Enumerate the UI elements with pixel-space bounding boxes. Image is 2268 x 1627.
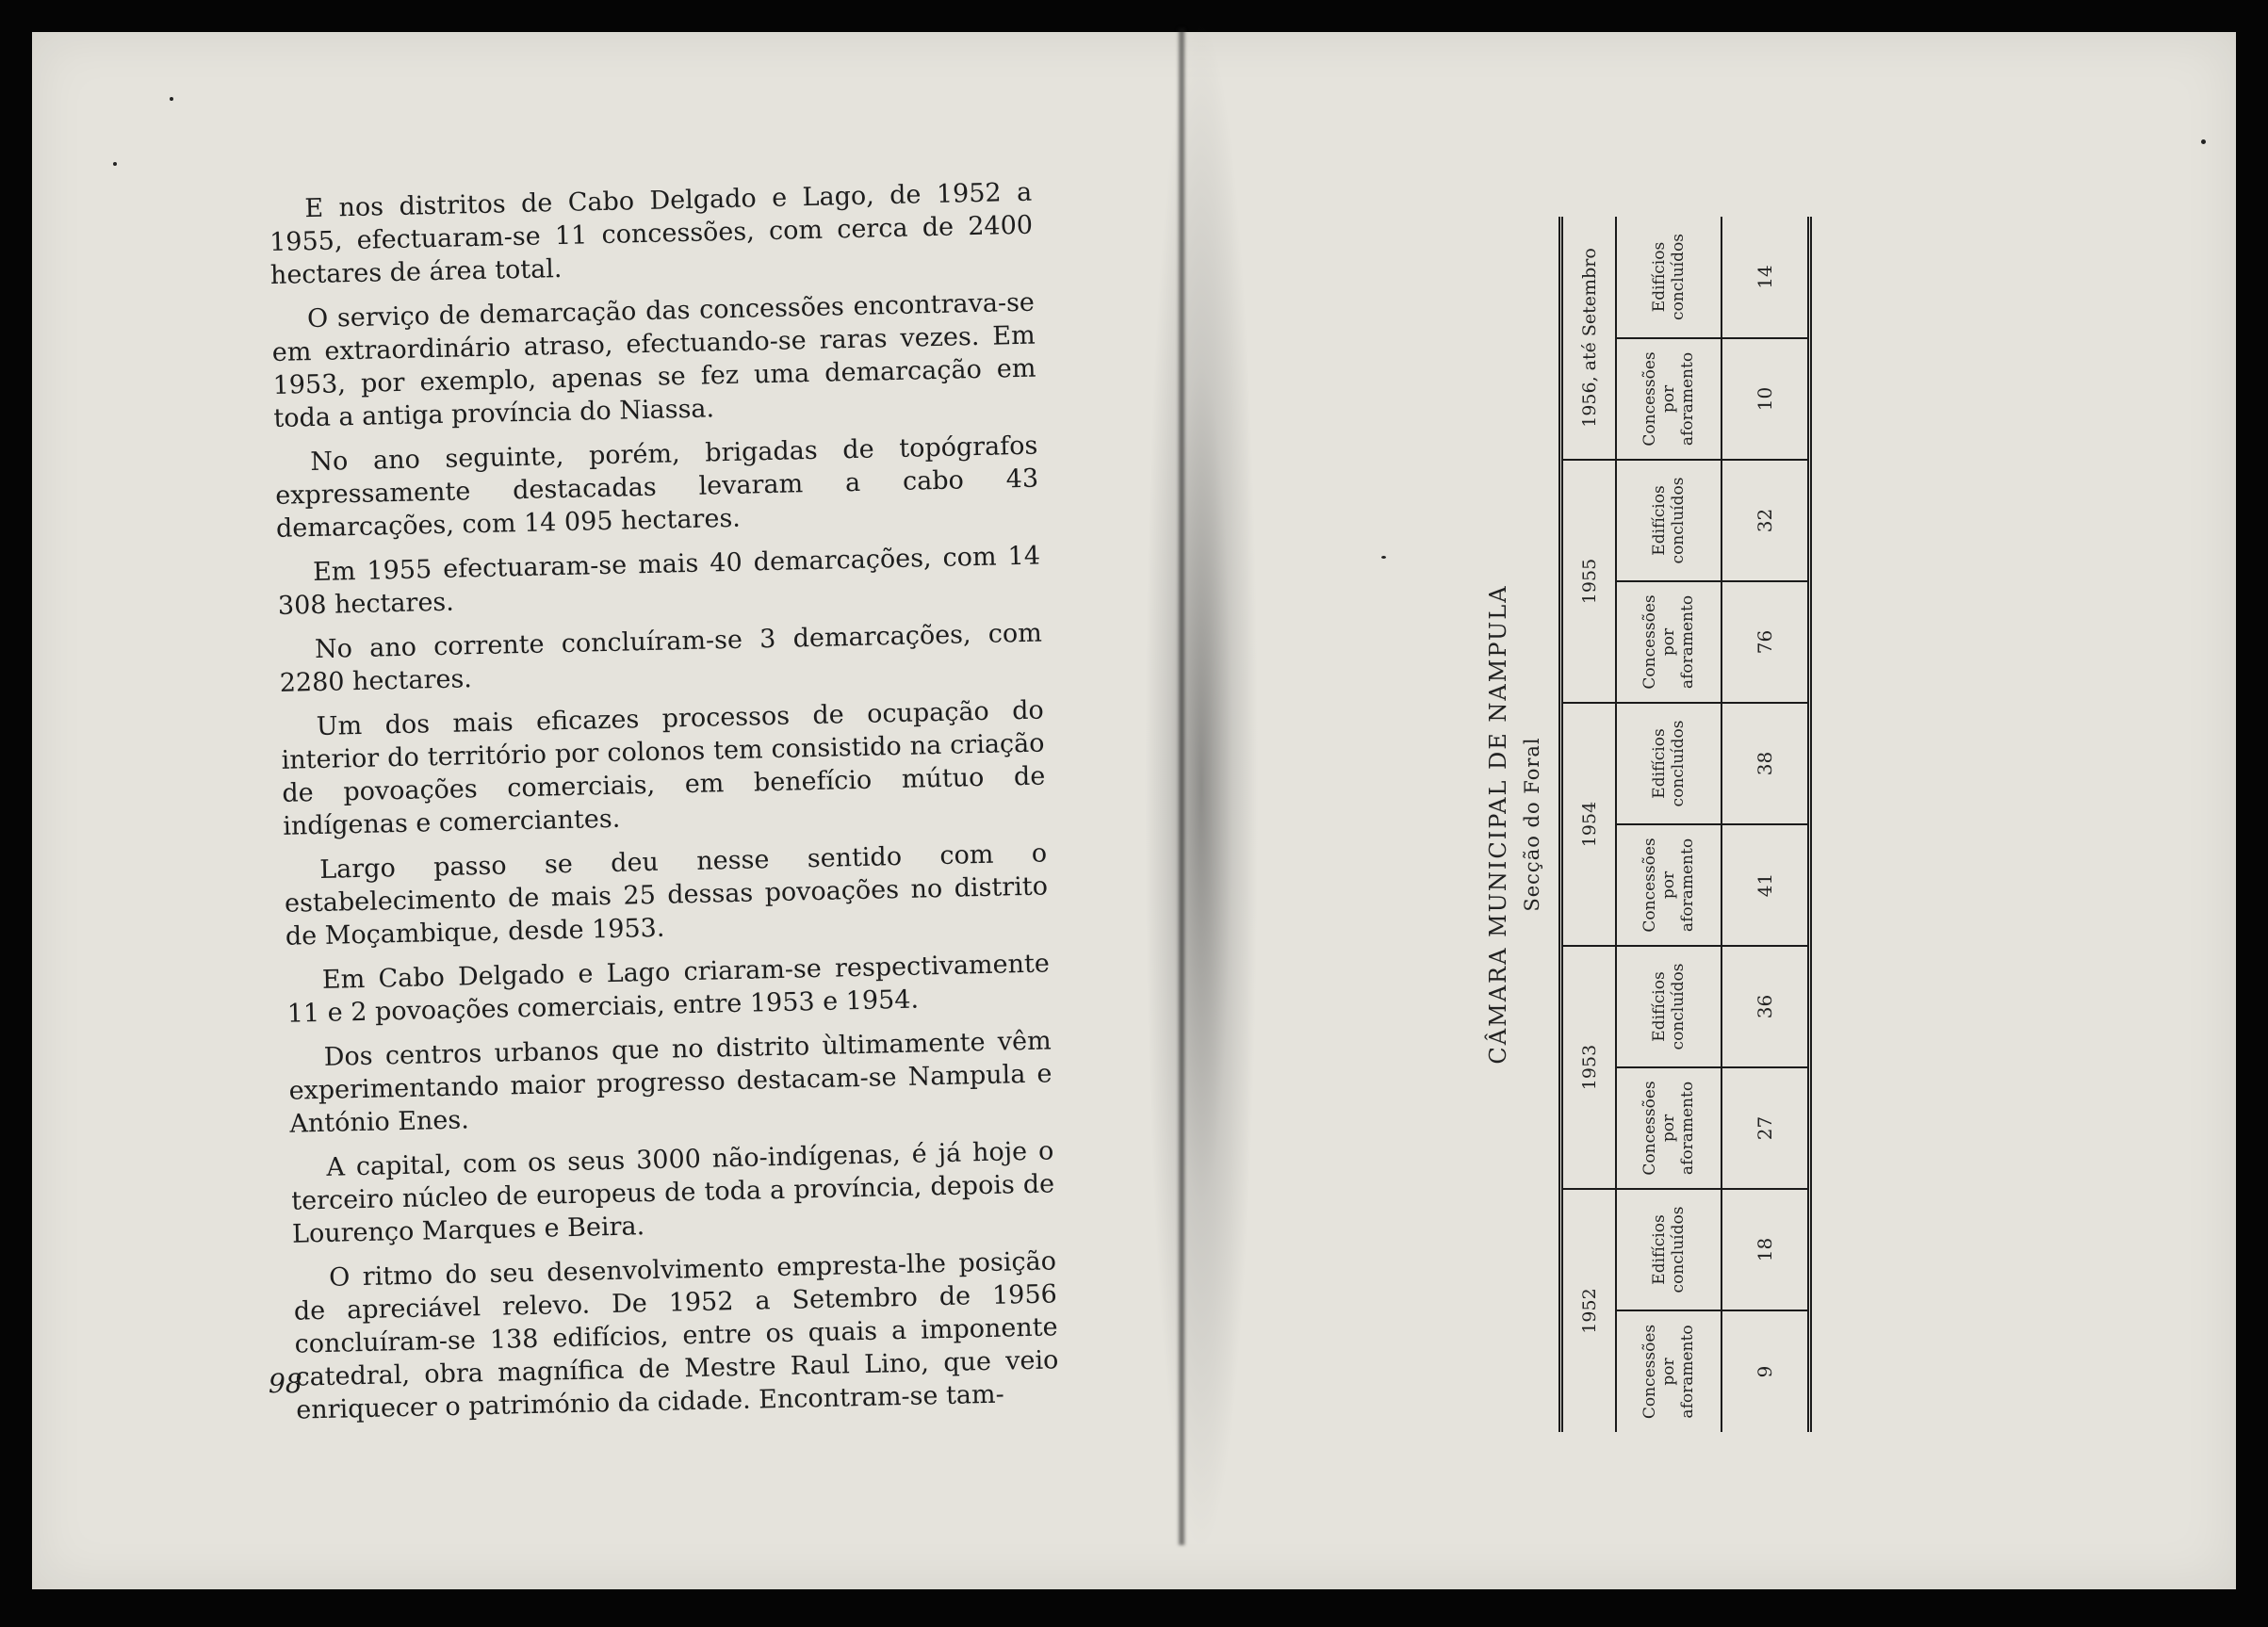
year-header: 1953: [1561, 946, 1617, 1189]
concessions-header: Concessões por aforamento: [1616, 1310, 1721, 1432]
binding-gutter-line: [1178, 28, 1185, 1545]
page-number: 98: [269, 1368, 302, 1399]
year-header: 1954: [1561, 703, 1617, 946]
paragraph: Em Cabo Delgado e Lago criaram-se respectivamente 11 e 2 povoações comerciais, entre 1953 e 1954.: [286, 949, 1051, 1029]
buildings-header: Edifícios concluídos: [1616, 703, 1721, 824]
concessions-header: Concessões por aforamento: [1616, 1067, 1721, 1189]
paragraph: Largo passo se deu nesse sentido com o estabelecimento de mais 25 dessas povoações no distrito de Moçambique, desde 1953.: [284, 838, 1049, 952]
year-header: 1956, até Setembro: [1561, 217, 1617, 460]
paragraph: Em 1955 efectuaram-se mais 40 demarcações, com 14 308 hectares.: [277, 541, 1041, 621]
buildings-header: Edifícios concluídos: [1616, 460, 1721, 581]
dust-speck: [1381, 556, 1386, 559]
buildings-header: Edifícios concluídos: [1616, 1189, 1721, 1310]
paragraph: Um dos mais eficazes processos de ocupação do interior do território por colonos tem consistido na criação de povoações comerciais, em benefício mútuo de indígenas e comerciantes.: [281, 695, 1046, 841]
table-title: CÂMARA MUNICIPAL DE NAMPULA: [1485, 584, 1511, 1065]
table-heading: [1485, 217, 1543, 1432]
concessions-header: Concessões por aforamento: [1616, 581, 1721, 703]
left-page-text: [269, 176, 1060, 1439]
rotated-table-block: [1485, 217, 1871, 1432]
buildings-header: Edifícios concluídos: [1616, 946, 1721, 1067]
year-header-row: [1561, 217, 1617, 1432]
buildings-value: 38: [1721, 703, 1810, 824]
buildings-value: 36: [1721, 946, 1810, 1067]
buildings-value: 14: [1721, 217, 1810, 338]
concessions-header: Concessões por aforamento: [1616, 338, 1721, 460]
concessions-value: 9: [1754, 1365, 1776, 1378]
concessions-value: 10: [1721, 338, 1810, 460]
concessions-value: 27: [1721, 1067, 1810, 1189]
year-header: 1955: [1561, 460, 1617, 703]
dust-speck: [113, 162, 117, 166]
paragraph: Dos centros urbanos que no distrito ùltimamente vêm experimentando maior progresso destacam-se Nampula e António Enes.: [288, 1026, 1052, 1139]
dust-speck: [2201, 139, 2206, 144]
concessions-value: 41: [1721, 824, 1810, 946]
dust-speck: [170, 97, 173, 101]
paragraph: O ritmo do seu desenvolvimento empresta-lhe posição de apreciável relevo. De 1952 a Setembro de 1956 concluíram-se 138 edifícios, entre os quais a imponente catedral, obra magnífica de Mestre Raul Lino, que veio enriquecer o património da cidade. Encontram-se tam-: [293, 1246, 1059, 1425]
paragraph: O serviço de demarcação das concessões encontrava-se em extraordinário atraso, efectuando-se raras vezes. Em 1953, por exemplo, apenas se fez uma demarcação em toda a antiga província do Niassa.: [271, 287, 1036, 433]
foral-statistics-table: [1558, 217, 1812, 1432]
concessions-header: Concessões por aforamento: [1616, 824, 1721, 946]
table-row: [1721, 217, 1810, 1432]
paragraph: No ano corrente concluíram-se 3 demarcações, com 2280 hectares.: [279, 618, 1043, 698]
buildings-value: 32: [1721, 460, 1810, 581]
paragraph: A capital, com os seus 3000 não-indígenas, é já hoje o terceiro núcleo de europeus de toda a província, depois de Lourenço Marques e Beira.: [290, 1136, 1055, 1249]
sub-header-row: [1616, 217, 1721, 1432]
buildings-header: Edifícios concluídos: [1616, 217, 1721, 338]
binding-gutter-shadow: [1131, 24, 1272, 1550]
paragraph: E nos distritos de Cabo Delgado e Lago, de 1952 a 1955, efectuaram-se 11 concessões, com cerca de 2400 hectares de área total.: [269, 177, 1034, 290]
buildings-value: 18: [1721, 1189, 1810, 1310]
year-header: 1952: [1561, 1189, 1617, 1432]
table-subtitle: Secção do Foral: [1521, 737, 1543, 912]
paragraph: No ano seguinte, porém, brigadas de topógrafos expressamente destacadas levaram a cabo 43 demarcações, com 14 095 hectares.: [274, 431, 1039, 544]
concessions-value: 76: [1721, 581, 1810, 703]
